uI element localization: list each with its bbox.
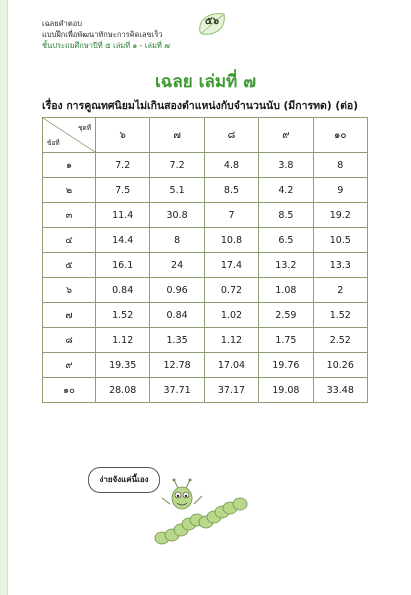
answer-cell: 19.2 [313,203,367,228]
answer-cell: 1.08 [259,278,313,303]
answer-table [42,117,368,403]
answer-cell: 1.52 [96,303,150,328]
page-number: ๕๖ [205,16,219,27]
table-row [43,178,368,203]
answer-cell: 1.35 [150,328,204,353]
answer-cell: 19.76 [259,353,313,378]
answer-cell: 7.5 [96,178,150,203]
item-number-cell: ๔ [43,228,96,253]
answer-cell: 8 [313,153,367,178]
answer-cell: 10.8 [204,228,258,253]
column-header: ๘ [204,118,258,153]
answer-cell: 30.8 [150,203,204,228]
item-number-cell: ๓ [43,203,96,228]
table-row [43,253,368,278]
header-line-1: เฉลยคำตอบ [42,19,83,28]
page-subtitle: เรื่อง การคูณทศนิยมไม่เกินสองตำแหน่งกับจำนวนนับ (มีการทด) (ต่อ) [42,100,359,112]
table-corner-cell [43,118,96,153]
answer-cell: 2.52 [313,328,367,353]
answer-cell: 8 [150,228,204,253]
item-number-cell: ๖ [43,278,96,303]
answer-cell: 4.8 [204,153,258,178]
answer-cell: 37.71 [150,378,204,403]
item-number-cell: ๒ [43,178,96,203]
answer-cell: 3.8 [259,153,313,178]
answer-cell: 19.08 [259,378,313,403]
answer-cell: 33.48 [313,378,367,403]
answer-cell: 5.1 [150,178,204,203]
item-number-cell: ๙ [43,353,96,378]
answer-cell: 24 [150,253,204,278]
page-title: เฉลย เล่มที่ ๗ [154,72,257,92]
answer-cell: 1.52 [313,303,367,328]
table-row [43,353,368,378]
answer-cell: 10.5 [313,228,367,253]
answer-cell: 6.5 [259,228,313,253]
item-number-cell: ๗ [43,303,96,328]
answer-cell: 9 [313,178,367,203]
answer-cell: 11.4 [96,203,150,228]
caterpillar-mascot-icon [148,478,258,548]
column-header: ๑๐ [313,118,367,153]
table-row [43,328,368,353]
answer-cell: 4.2 [259,178,313,203]
answer-cell: 1.75 [259,328,313,353]
answer-cell: 17.4 [204,253,258,278]
table-row [43,378,368,403]
answer-cell: 7.2 [96,153,150,178]
column-header: ๙ [259,118,313,153]
answer-cell: 1.02 [204,303,258,328]
item-number-cell: ๑ [43,153,96,178]
answer-cell: 1.12 [204,328,258,353]
answer-cell: 28.08 [96,378,150,403]
answer-cell: 0.84 [150,303,204,328]
header-line-3: ชั้นประถมศึกษาปีที่ ๕ เล่มที่ ๑ - เล่มที่ ๗ [42,41,170,50]
table-row [43,278,368,303]
answer-cell: 8.5 [204,178,258,203]
answer-cell: 17.04 [204,353,258,378]
answer-cell: 16.1 [96,253,150,278]
answer-cell: 13.3 [313,253,367,278]
answer-cell: 0.72 [204,278,258,303]
table-row [43,228,368,253]
table-row [43,303,368,328]
answer-cell: 14.4 [96,228,150,253]
answer-cell: 19.35 [96,353,150,378]
answer-cell: 7 [204,203,258,228]
table-header-row [43,118,368,153]
corner-item-label: ข้อที่ [47,139,60,147]
answer-cell: 2.59 [259,303,313,328]
corner-set-label: ชุดที่ [78,124,91,132]
column-header: ๗ [150,118,204,153]
speech-bubble: ง่ายจังแค่นี้เอง [88,467,160,493]
answer-cell: 1.12 [96,328,150,353]
table-row [43,153,368,178]
header-line-2: แบบฝึกเพื่อพัฒนาทักษะการคิดเลขเร็ว [42,30,163,39]
answer-cell: 0.96 [150,278,204,303]
answer-cell: 0.84 [96,278,150,303]
answer-cell: 8.5 [259,203,313,228]
page-header [42,18,170,51]
column-header: ๖ [96,118,150,153]
item-number-cell: ๕ [43,253,96,278]
table-row [43,203,368,228]
answer-cell: 7.2 [150,153,204,178]
answer-cell: 10.26 [313,353,367,378]
answer-cell: 37.17 [204,378,258,403]
answer-cell: 2 [313,278,367,303]
item-number-cell: ๑๐ [43,378,96,403]
item-number-cell: ๘ [43,328,96,353]
answer-cell: 12.78 [150,353,204,378]
answer-cell: 13.2 [259,253,313,278]
